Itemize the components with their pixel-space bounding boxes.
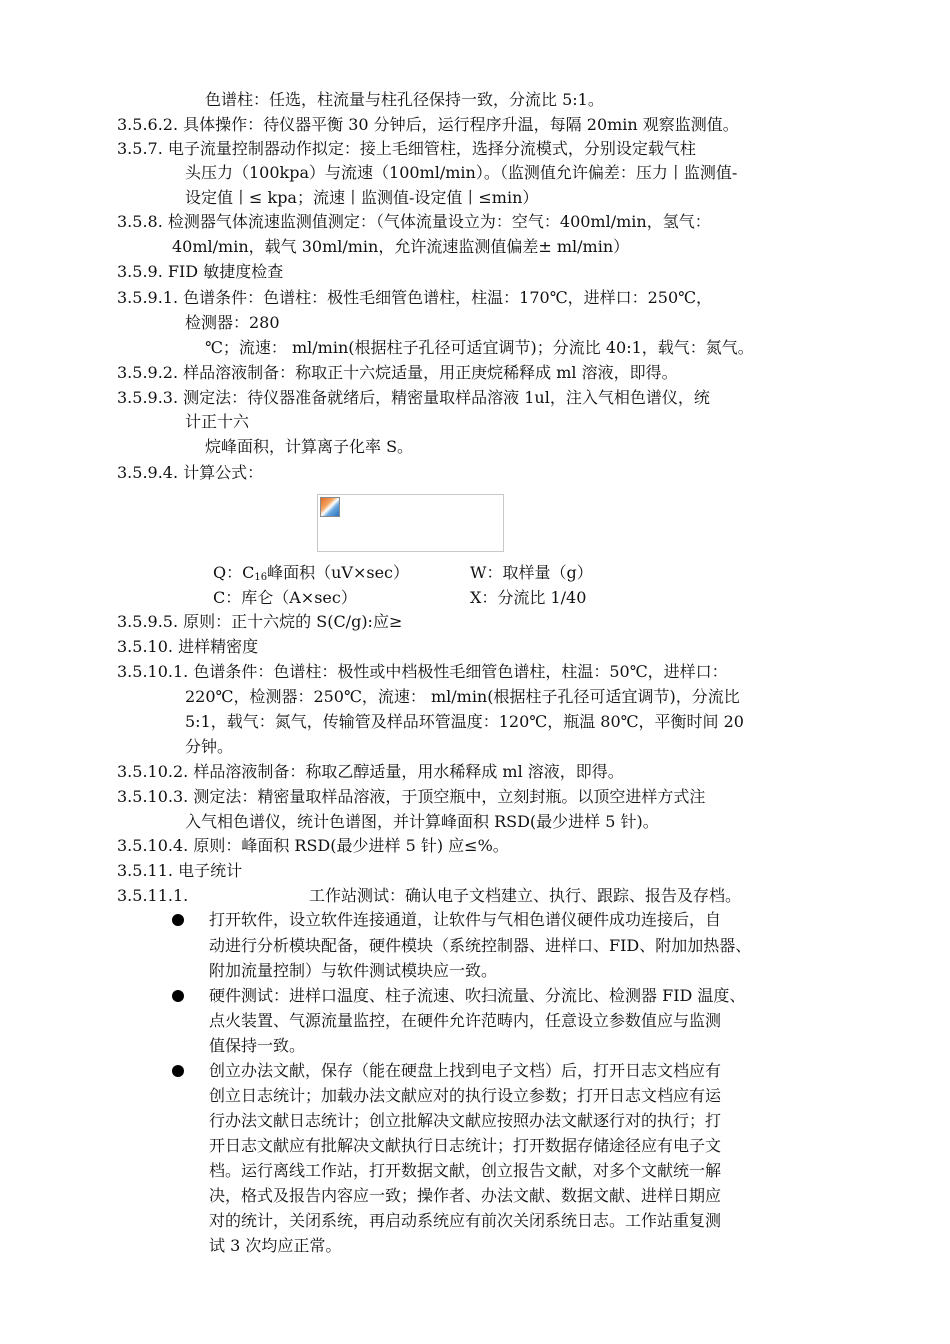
list-item-line: 档。运行离线工作站，打开数据文献，创立报告文献，对多个文献统一解 <box>209 1161 722 1180</box>
list-item-line: 点火装置、气源流量监控，在硬件允许范畴内，任意设立参数值应与监测 <box>209 1011 722 1030</box>
list-item-line: 创立办法文献，保存（能在硬盘上找到电子文档）后，打开日志文档应有 <box>209 1061 722 1080</box>
text-line: 3.5.9.4. 计算公式： <box>117 463 264 482</box>
text-line: ℃；流速： ml/min(根据柱子孔径可适宜调节)；分流比 40:1，载气：氮气。 <box>205 338 754 357</box>
text-line: 设定值丨≤ kpa；流速丨监测值-设定值丨≤min） <box>185 188 539 207</box>
text-line: 3.5.8. 检测器气体流速监测值测定：（气体流量设立为：空气：400ml/min，氢气： <box>117 212 711 231</box>
text-line: 头压力（100kpa）与流速（100ml/min）。（监测值允许偏差：压力丨监测值- <box>185 163 738 182</box>
formula-image <box>317 494 504 552</box>
list-item-line: 打开软件，设立软件连接通道，让软件与气相色谱仪硬件成功连接后，自 <box>209 910 722 929</box>
text-line: 40ml/min，载气 30ml/min，允许流速监测值偏差± ml/min） <box>172 237 630 256</box>
text-line: 入气相色谱仪，统计色谱图，并计算峰面积 RSD(最少进样 5 针)。 <box>185 812 659 831</box>
text-line: 3.5.10.3. 测定法：精密量取样品溶液，于顶空瓶中，立刻封瓶。以顶空进样方式注 <box>117 787 706 806</box>
section-heading: 3.5.10. 进样精密度 <box>117 637 259 656</box>
text-line: 3.5.9.3. 测定法：待仪器准备就绪后，精密量取样品溶液 1ul，注入气相色谱仪，统 <box>117 388 710 407</box>
list-item-line: 对的统计，关闭系统，再启动系统应有前次关闭系统日志。工作站重复测 <box>209 1211 722 1230</box>
bullet-icon <box>172 1065 184 1077</box>
text-line: 3.5.9.2. 样品溶液制备：称取正十六烷适量，用正庚烷稀释成 ml 溶液，即得。 <box>117 363 678 382</box>
text-line: 计正十六 <box>185 412 250 431</box>
text-line: 工作站测试：确认电子文档建立、执行、跟踪、报告及存档。 <box>309 886 742 905</box>
text-line: 3.5.6.2. 具体操作：待仪器平衡 30 分钟后，运行程序升温，每隔 20min 观察监测值。 <box>117 115 739 134</box>
formula-variable-x: X：分流比 1/40 <box>470 588 587 607</box>
list-item-line: 值保持一致。 <box>209 1036 306 1055</box>
list-item-line: 附加流量控制）与软件测试模块应一致。 <box>209 961 498 980</box>
section-heading: 3.5.9. FID 敏捷度检查 <box>117 262 284 281</box>
text-line: 220℃，检测器：250℃，流速： ml/min(根据柱子孔径可适宜调节)，分流比 <box>185 687 740 706</box>
text-line: 3.5.10.1. 色谱条件：色谱柱：极性或中档极性毛细管色谱柱，柱温：50℃，进样口： <box>117 662 728 681</box>
formula-variable-w: W：取样量（g） <box>470 563 593 582</box>
formula-variable-c: C：库仑（A×sec） <box>213 588 357 607</box>
bullet-icon <box>172 990 184 1002</box>
text-line: 检测器：280 <box>185 313 280 332</box>
text-line: 色谱柱：任选，柱流量与柱孔径保持一致，分流比 5:1。 <box>205 90 604 109</box>
text-line: 5:1，载气：氮气，传输管及样品环管温度：120℃，瓶温 80℃，平衡时间 20 <box>185 712 744 731</box>
text-line: 3.5.9.1. 色谱条件：色谱柱：极性毛细管色谱柱，柱温：170℃，进样口：250℃， <box>117 288 713 307</box>
text-line-number: 3.5.11.1. <box>117 886 189 905</box>
section-heading: 3.5.11. 电子统计 <box>117 861 243 880</box>
text-line: 3.5.7. 电子流量控制器动作拟定：接上毛细管柱，选择分流模式，分别设定载气柱 <box>117 139 696 158</box>
text-line: 3.5.10.4. 原则：峰面积 RSD(最少进样 5 针) 应≤%。 <box>117 836 509 855</box>
bullet-icon <box>172 914 184 926</box>
list-item-line: 试 3 次均应正常。 <box>209 1236 342 1255</box>
formula-variable-q: Q：$C_{16}$峰面积（uV×sec） <box>213 563 410 583</box>
list-item-line: 行办法文献日志统计；创立批解决文献应按照办法文献逐行对的执行；打 <box>209 1111 722 1130</box>
broken-image-icon <box>320 497 340 517</box>
list-item-line: 动进行分析模块配备，硬件模块（系统控制器、进样口、FID、附加加热器、 <box>209 936 752 955</box>
list-item-line: 开日志文献应有批解决文献执行日志统计；打开数据存储途径应有电子文 <box>209 1136 722 1155</box>
list-item-line: 硬件测试：进样口温度、柱子流速、吹扫流量、分流比、检测器 FID 温度、 <box>209 986 746 1005</box>
text-line: 3.5.10.2. 样品溶液制备：称取乙醇适量，用水稀释成 ml 溶液，即得。 <box>117 762 624 781</box>
list-item-line: 决，格式及报告内容应一致；操作者、办法文献、数据文献、进样日期应 <box>209 1186 722 1205</box>
list-item-line: 创立日志统计；加载办法文献应对的执行设立参数；打开日志文档应有运 <box>209 1086 722 1105</box>
text-line: 烷峰面积，计算离子化率 S。 <box>205 437 414 456</box>
text-line: 3.5.9.5. 原则：正十六烷的 S(C/g):应≥ <box>117 612 403 631</box>
text-line: 分钟。 <box>185 737 234 756</box>
